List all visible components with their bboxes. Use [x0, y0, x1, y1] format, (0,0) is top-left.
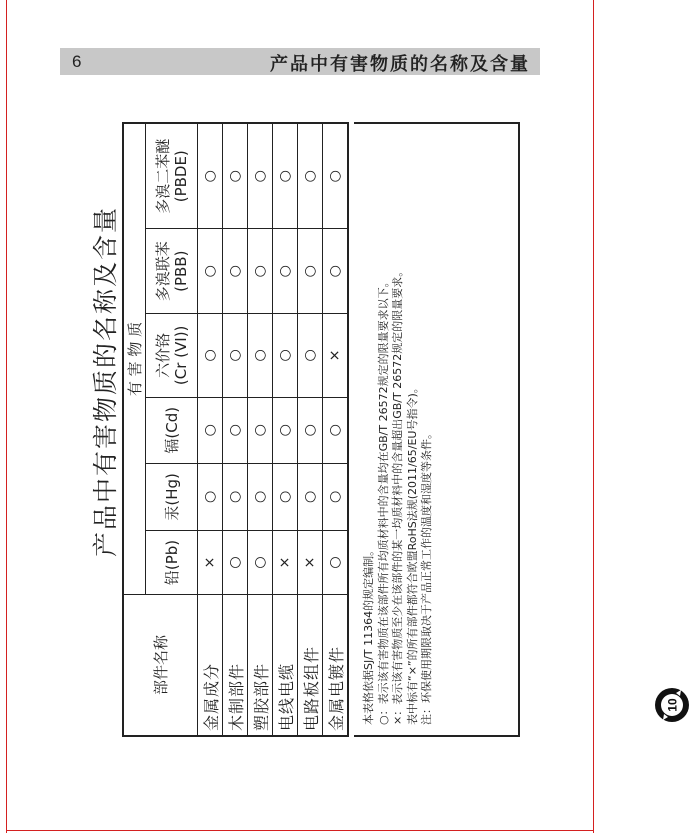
substance-symbol: (Cr (VI)) [171, 325, 190, 386]
substance-mark-cell: ○ [323, 530, 349, 594]
substance-mark-cell: ○ [198, 397, 223, 463]
table-row [323, 123, 349, 736]
note-line: 本表格依据SJ/T 11364的规定编制。 [362, 544, 375, 725]
substance-mark-cell: ○ [248, 229, 273, 313]
substance-name: 镉(Cd) [162, 406, 181, 454]
substance-header [146, 313, 198, 397]
substance-mark-cell: ○ [248, 397, 273, 463]
substance-mark-cell: ○ [273, 313, 298, 397]
hazardous-substances-table [122, 122, 349, 737]
substance-mark-cell: ○ [248, 313, 273, 397]
substance-mark-cell: ○ [223, 463, 248, 530]
substance-name: 多溴二苯醚 [153, 138, 172, 214]
part-name-cell: 金属成分 [198, 595, 223, 737]
substance-mark-cell: ○ [198, 313, 223, 397]
header-title: 产品中有害物质的名称及含量 [270, 54, 530, 75]
substance-header [146, 463, 198, 530]
substance-mark-cell: ○ [248, 123, 273, 229]
table-row [198, 123, 223, 736]
substance-mark-cell: ○ [298, 463, 323, 530]
logo-number: 10 [665, 698, 680, 712]
table-row [248, 123, 273, 736]
hazardous-substances-header: 有 害 物 质 [123, 123, 146, 595]
page-number: 6 [72, 52, 82, 71]
page-border-bottom [6, 830, 594, 831]
substance-mark-cell: ○ [273, 123, 298, 229]
substance-mark-cell: ○ [323, 463, 349, 530]
substance-mark-cell: ○ [273, 229, 298, 313]
section-title: 产品中有害物质的名称及含量 [91, 205, 120, 557]
page-border-right [593, 0, 594, 833]
substance-name: 六价铬 [153, 332, 172, 378]
note-line: 表中标有“×”的所有部件都符合欧盟RoHS法规(2011/65/EU号指令)。 [405, 382, 419, 725]
substance-header [146, 229, 198, 313]
substance-mark-cell: ○ [223, 229, 248, 313]
part-name-cell: 木制部件 [223, 595, 248, 737]
substance-mark-cell: ○ [198, 229, 223, 313]
substance-mark-cell: ○ [323, 397, 349, 463]
note-line: ○：表示该有害物质在该部件所有均质材料中的含量均在GB/T 26572规定的限量要求以下。 [376, 276, 390, 725]
substance-mark-cell: ○ [223, 123, 248, 229]
substance-name: 汞(Hg) [162, 473, 181, 521]
substance-mark-cell: ○ [273, 397, 298, 463]
part-name-header: 部件名称 [123, 595, 198, 737]
substance-mark-cell: ○ [198, 463, 223, 530]
substance-mark-cell: ○ [248, 463, 273, 530]
substance-mark-cell: ○ [223, 530, 248, 594]
substance-name: 铅(Pb) [162, 539, 181, 586]
table-row [298, 123, 323, 736]
substance-mark-cell: × [298, 530, 323, 594]
part-name-cell: 电线电缆 [273, 595, 298, 737]
substance-mark-cell: ○ [298, 397, 323, 463]
part-name-cell: 塑胶部件 [248, 595, 273, 737]
substance-mark-cell: ○ [248, 530, 273, 594]
note-line: ×：表示该有害物质至少在该部件的某一均质材料中的含量超出GB/T 26572规定的限量要求。 [391, 265, 404, 725]
substance-mark-cell: × [198, 530, 223, 594]
substance-mark-cell: × [323, 313, 349, 397]
substance-header [146, 530, 198, 594]
substance-mark-cell: ○ [323, 229, 349, 313]
note-line: 注：环保使用期限取决于产品正常工作的温度和湿度等条件。 [420, 428, 433, 725]
substance-symbol: (PBDE) [171, 150, 190, 203]
substance-mark-cell: ○ [273, 463, 298, 530]
part-name-cell: 金属电镀件 [323, 595, 349, 737]
substance-header [146, 123, 198, 229]
page-border-left [6, 0, 7, 833]
substance-mark-cell: ○ [298, 313, 323, 397]
substance-header [146, 397, 198, 463]
part-name-cell: 电路板组件 [298, 595, 323, 737]
substance-name: 多溴联苯 [153, 241, 172, 302]
substance-symbol: (PBB) [171, 250, 190, 292]
substance-mark-cell: ○ [223, 397, 248, 463]
table-row [273, 123, 298, 736]
rotated-content [62, 122, 680, 737]
table-row [223, 123, 248, 736]
notes-box [354, 122, 680, 737]
substance-mark-cell: × [273, 530, 298, 594]
substance-mark-cell: ○ [223, 313, 248, 397]
substance-mark-cell: ○ [298, 229, 323, 313]
substance-mark-cell: ○ [198, 123, 223, 229]
environmental-protection-use-period-icon [654, 687, 695, 723]
substance-mark-cell: ○ [298, 123, 323, 229]
substance-mark-cell: ○ [323, 123, 349, 229]
